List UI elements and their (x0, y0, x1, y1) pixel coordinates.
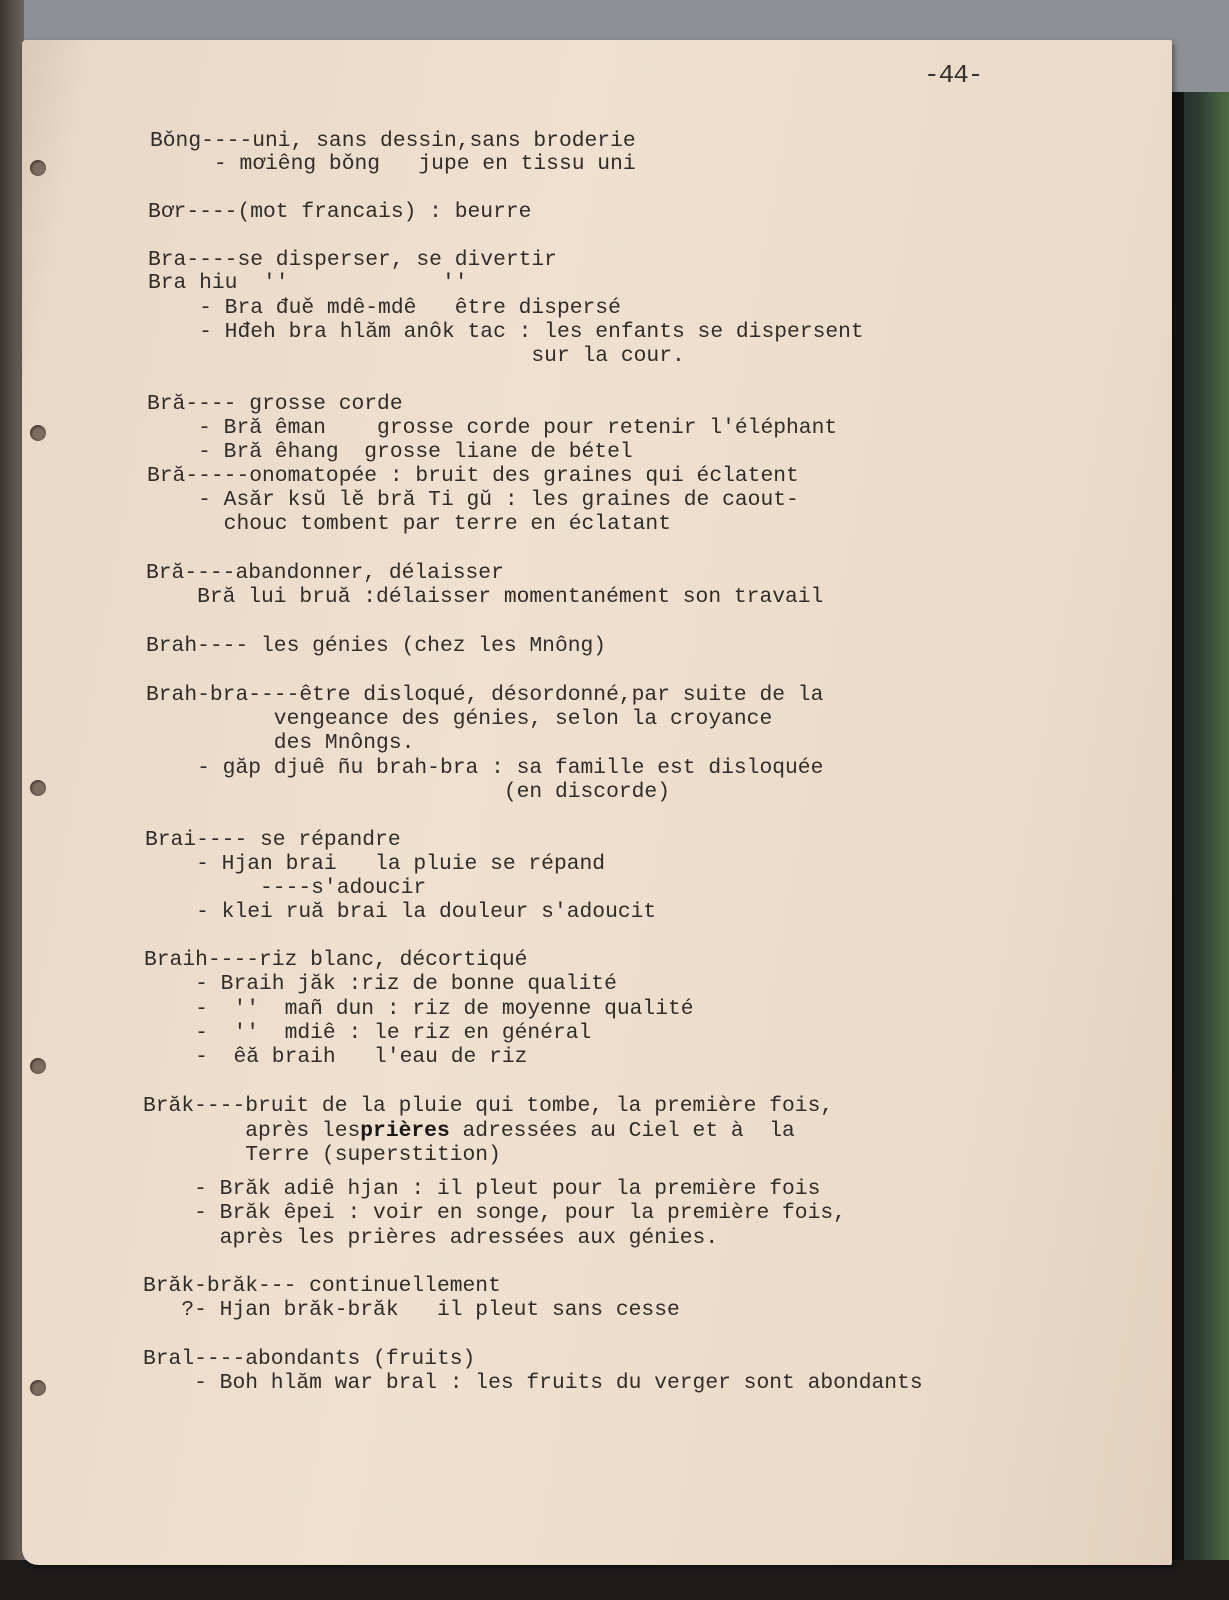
entry-line: - Brăk êpei : voir en songe, pour la première fois, (143, 1201, 846, 1225)
entry-line: - Bră êhang grosse liane de bétel (147, 440, 633, 464)
entry-line: après les prières adressées aux génies. (143, 1226, 719, 1250)
entry-line: Brah---- les génies (chez les Mnông) (146, 634, 607, 658)
binding-hole (30, 780, 46, 796)
entry-line: Bǒng----uni, sans dessin,sans broderie (150, 129, 636, 153)
entry-line: Bră---- grosse corde (147, 392, 403, 416)
entry-line: - Bră êman grosse corde pour retenir l'éléphant (147, 416, 838, 440)
entry-line-bold-word: prières (360, 1119, 450, 1143)
entry-line: chouc tombent par terre en éclatant (147, 512, 671, 536)
entry-line: sur la cour. (148, 344, 685, 368)
table-shadow (0, 1560, 1229, 1600)
binding-hole (30, 1058, 46, 1074)
entry-line: - Bra đuě mdê-mdê être dispersé (148, 296, 621, 320)
entry-line: Brah-bra----être disloqué, désordonné,par suite de la (146, 683, 824, 707)
entry-line: des Mnôngs. (146, 731, 415, 755)
entry-line: - Braih jăk :riz de bonne qualité (144, 972, 617, 996)
entry-line: Terre (superstition) (143, 1143, 501, 1167)
entry-line: - '' mdiê : le riz en général (144, 1021, 592, 1045)
entry-line: ----s'adoucir (145, 876, 427, 900)
entry-line-part: après les (143, 1119, 361, 1143)
book-spine-shadow (0, 0, 24, 1600)
dictionary-page (22, 40, 1172, 1565)
entry-line: - Hjan brai la pluie se répand (145, 852, 606, 876)
entry-line: - găp djuê ñu brah-bra : sa famille est disloquée (146, 756, 824, 780)
entry-line: - '' mañ dun : riz de moyenne qualité (144, 997, 694, 1021)
entry-line: Bra hiu '' '' (148, 271, 468, 295)
binding-hole (30, 1380, 46, 1396)
entry-line: - Hđeh bra hlăm anôk tac : les enfants se dispersent (148, 320, 864, 344)
entry-line: Bră-----onomatopée : bruit des graines qui éclatent (147, 464, 799, 488)
entry-line: ?- Hjan brăk-brăk il pleut sans cesse (143, 1298, 680, 1322)
entry-line: - mơiêng bǒng jupe en tissu uni (150, 152, 636, 176)
page-number: -44- (924, 60, 983, 90)
entry-line: Bral----abondants (fruits) (143, 1347, 476, 1371)
entry-line: Brai---- se répandre (145, 828, 401, 852)
binding-hole (30, 425, 46, 441)
entry-line: - Asăr ksŭ lĕ bră Ti gŭ : les graines de caout- (147, 488, 799, 512)
entry-line-part: adressées au Ciel et à la (449, 1119, 795, 1143)
entry-line: Brăk----bruit de la pluie qui tombe, la première fois, (143, 1094, 834, 1118)
entry-line: - Brăk adiê hjan : il pleut pour la première fois (143, 1177, 821, 1201)
entry-line (143, 1119, 795, 1143)
binding-hole (30, 160, 46, 176)
entry-line: Bră----abandonner, délaisser (146, 561, 504, 585)
entry-line: - Boh hlăm war bral : les fruits du verger sont abondants (143, 1371, 923, 1395)
entry-line: Bơr----(mot francais) : beurre (148, 200, 532, 224)
entry-line: - êă braih l'eau de riz (144, 1045, 528, 1069)
entry-line: Bră lui bruă :délaisser momentanément son travail (146, 585, 824, 609)
entry-line: vengeance des génies, selon la croyance (146, 707, 773, 731)
entry-line: (en discorde) (146, 780, 670, 804)
entry-line: Brăk-brăk--- continuellement (143, 1274, 501, 1298)
entry-line: - klei ruă brai la douleur s'adoucit (145, 900, 657, 924)
entry-line: Braih----riz blanc, décortiqué (144, 948, 528, 972)
book-cover-edge (1170, 92, 1184, 1600)
entry-line: Bra----se disperser, se divertir (148, 248, 557, 272)
